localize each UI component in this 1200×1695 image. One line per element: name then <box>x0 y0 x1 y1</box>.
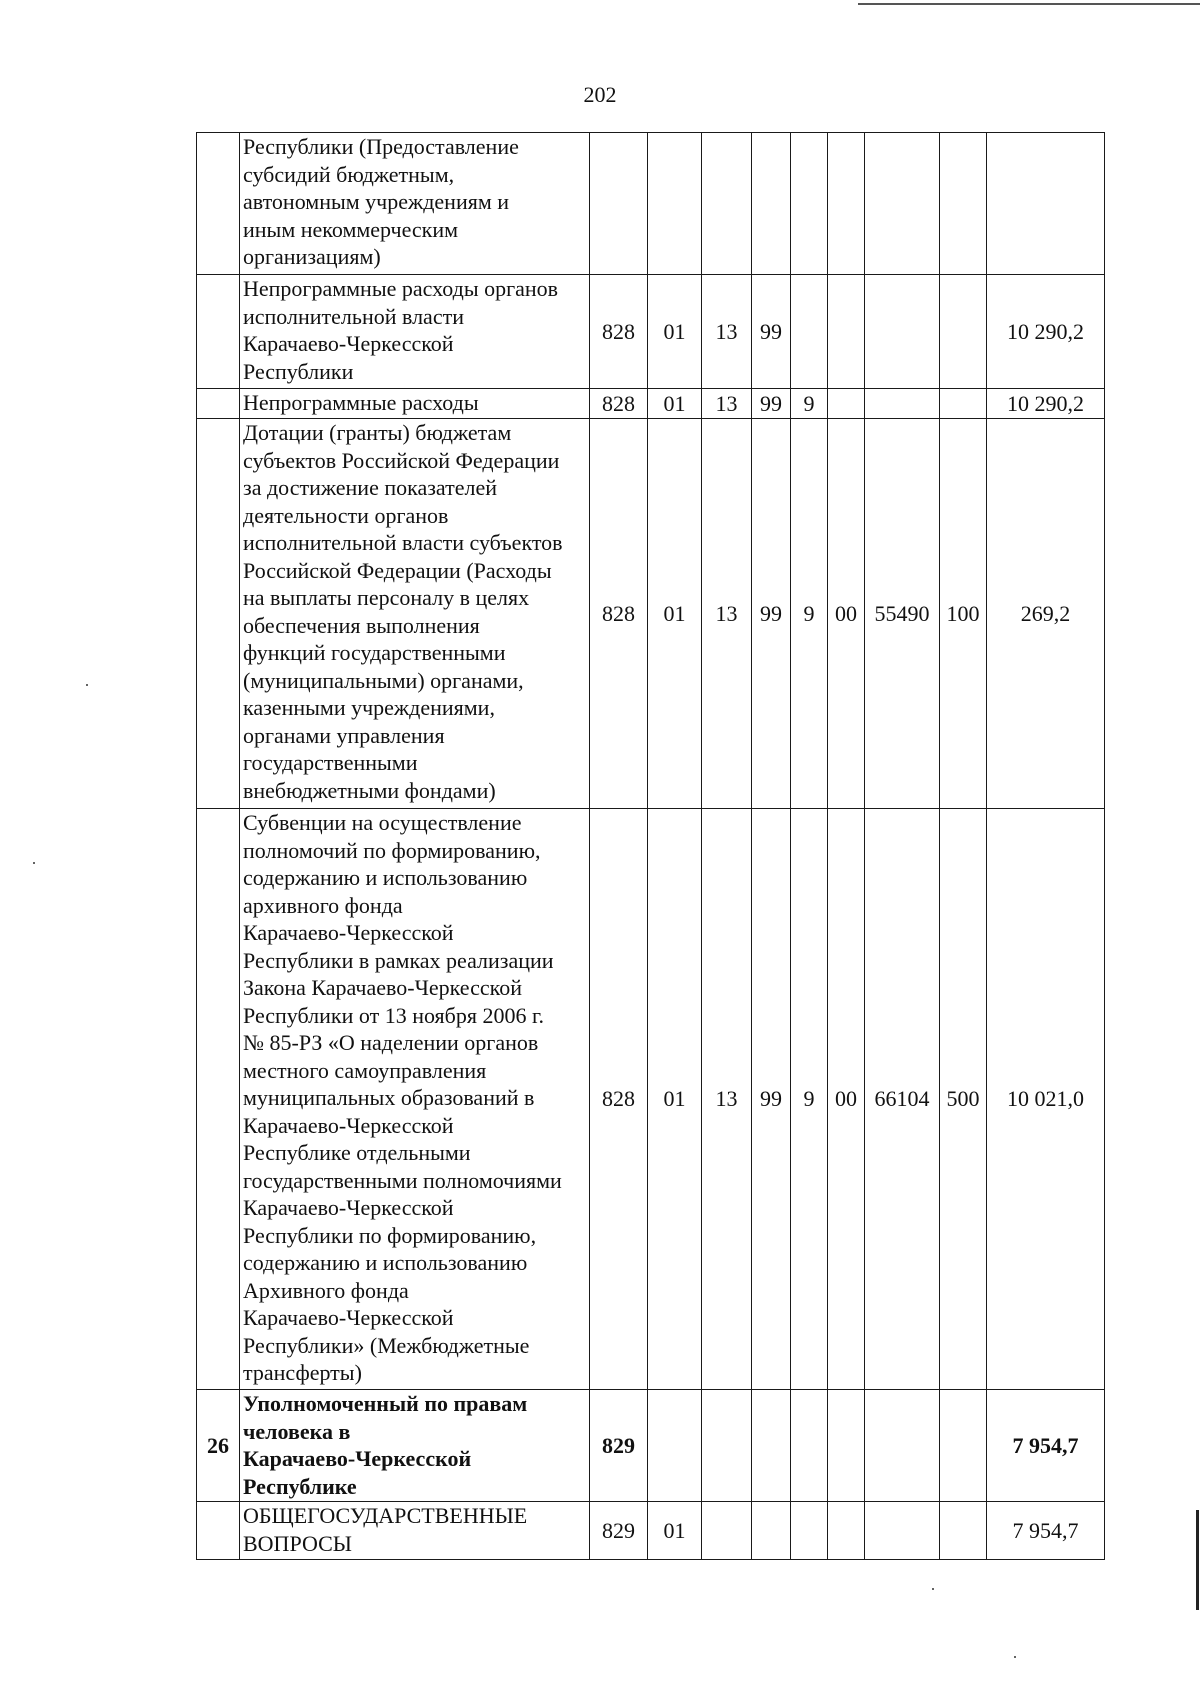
cell-pr: 13 <box>702 389 752 419</box>
cell-code-4 <box>865 1502 940 1560</box>
cell-code-4 <box>865 389 940 419</box>
cell-amount: 7 954,7 <box>987 1502 1105 1560</box>
cell-gr: 829 <box>590 1390 648 1502</box>
scan-speck <box>1014 1656 1016 1658</box>
cell-vr <box>940 389 987 419</box>
table-row <box>197 1390 1105 1502</box>
cell-vr: 500 <box>940 809 987 1390</box>
cell-rz: 01 <box>648 275 702 389</box>
table-row <box>197 1502 1105 1560</box>
cell-pr: 13 <box>702 809 752 1390</box>
scan-edge-mark <box>1196 1510 1199 1610</box>
top-edge-rule <box>858 3 1200 5</box>
cell-code-4 <box>865 275 940 389</box>
cell-gr: 828 <box>590 389 648 419</box>
table-row <box>197 419 1105 809</box>
cell-code-3 <box>828 133 865 275</box>
cell-amount: 10 021,0 <box>987 809 1105 1390</box>
cell-code-1 <box>752 1390 791 1502</box>
table-row <box>197 809 1105 1390</box>
cell-vr <box>940 275 987 389</box>
table-row <box>197 133 1105 275</box>
cell-amount: 7 954,7 <box>987 1390 1105 1502</box>
cell-code-2 <box>791 1390 828 1502</box>
row-number <box>197 275 240 389</box>
table-row <box>197 275 1105 389</box>
scan-speck <box>932 1588 934 1590</box>
cell-amount <box>987 133 1105 275</box>
cell-code-1: 99 <box>752 419 791 809</box>
row-description: Субвенции на осуществление полномочий по формированию, содержанию и использованию архивного фонда Карачаево-Черкесской Республики в рамках реализации Закона Карачаево-Черкесской Республики от 13 ноября 2006 г. № 85-РЗ «О наделении органов местного самоуправления муниципальных образований в Карачаево-Черкесской Республике отдельными государственными полномочиями Карачаево-Черкесской Республики по формированию, содержанию и использованию Архивного фонда Карачаево-Черкесской Республики» (Межбюджетные трансферты) <box>240 809 590 1390</box>
row-number: 26 <box>197 1390 240 1502</box>
cell-code-3 <box>828 1502 865 1560</box>
cell-code-2: 9 <box>791 419 828 809</box>
cell-gr <box>590 133 648 275</box>
cell-code-2 <box>791 275 828 389</box>
cell-rz: 01 <box>648 809 702 1390</box>
cell-gr: 828 <box>590 809 648 1390</box>
row-number <box>197 133 240 275</box>
cell-gr: 829 <box>590 1502 648 1560</box>
cell-pr <box>702 1502 752 1560</box>
cell-rz <box>648 133 702 275</box>
cell-gr: 828 <box>590 275 648 389</box>
row-description: Непрограммные расходы <box>240 389 590 419</box>
row-number <box>197 809 240 1390</box>
cell-gr: 828 <box>590 419 648 809</box>
cell-amount: 10 290,2 <box>987 275 1105 389</box>
cell-pr <box>702 133 752 275</box>
row-description: Дотации (гранты) бюджетам субъектов Российской Федерации за достижение показателей деятельности органов исполнительной власти субъектов Российской Федерации (Расходы на выплаты персоналу в целях обеспечения выполнения функций государственными (муниципальными) органами, казенными учреждениями, органами управления государственными внебюджетными фондами) <box>240 419 590 809</box>
cell-amount: 269,2 <box>987 419 1105 809</box>
cell-code-3 <box>828 389 865 419</box>
budget-table <box>196 132 1105 1560</box>
cell-code-1: 99 <box>752 809 791 1390</box>
cell-code-3 <box>828 1390 865 1502</box>
cell-rz: 01 <box>648 419 702 809</box>
cell-code-4: 55490 <box>865 419 940 809</box>
row-description: Уполномоченный по правам человека в Карачаево-Черкесской Республике <box>240 1390 590 1502</box>
scan-speck <box>33 862 35 864</box>
row-number <box>197 389 240 419</box>
cell-code-4 <box>865 1390 940 1502</box>
scan-speck <box>86 684 88 686</box>
cell-code-2: 9 <box>791 809 828 1390</box>
cell-code-1: 99 <box>752 275 791 389</box>
table-row <box>197 389 1105 419</box>
cell-code-1 <box>752 1502 791 1560</box>
cell-pr <box>702 1390 752 1502</box>
row-description: Республики (Предоставление субсидий бюджетным, автономным учреждениям и иным некоммерческим организациям) <box>240 133 590 275</box>
cell-code-3: 00 <box>828 419 865 809</box>
cell-code-4: 66104 <box>865 809 940 1390</box>
cell-rz: 01 <box>648 1502 702 1560</box>
cell-code-2 <box>791 133 828 275</box>
cell-rz: 01 <box>648 389 702 419</box>
cell-code-1: 99 <box>752 389 791 419</box>
page-number: 202 <box>583 82 617 107</box>
row-description: Непрограммные расходы органов исполнительной власти Карачаево-Черкесской Республики <box>240 275 590 389</box>
cell-amount: 10 290,2 <box>987 389 1105 419</box>
cell-code-3: 00 <box>828 809 865 1390</box>
row-description: ОБЩЕГОСУДАРСТВЕННЫЕ ВОПРОСЫ <box>240 1502 590 1560</box>
cell-code-4 <box>865 133 940 275</box>
cell-code-3 <box>828 275 865 389</box>
row-number <box>197 419 240 809</box>
cell-vr: 100 <box>940 419 987 809</box>
cell-code-2 <box>791 1502 828 1560</box>
cell-rz <box>648 1390 702 1502</box>
row-number <box>197 1502 240 1560</box>
cell-vr <box>940 1390 987 1502</box>
cell-vr <box>940 133 987 275</box>
cell-pr: 13 <box>702 275 752 389</box>
cell-vr <box>940 1502 987 1560</box>
cell-code-1 <box>752 133 791 275</box>
cell-code-2: 9 <box>791 389 828 419</box>
cell-pr: 13 <box>702 419 752 809</box>
